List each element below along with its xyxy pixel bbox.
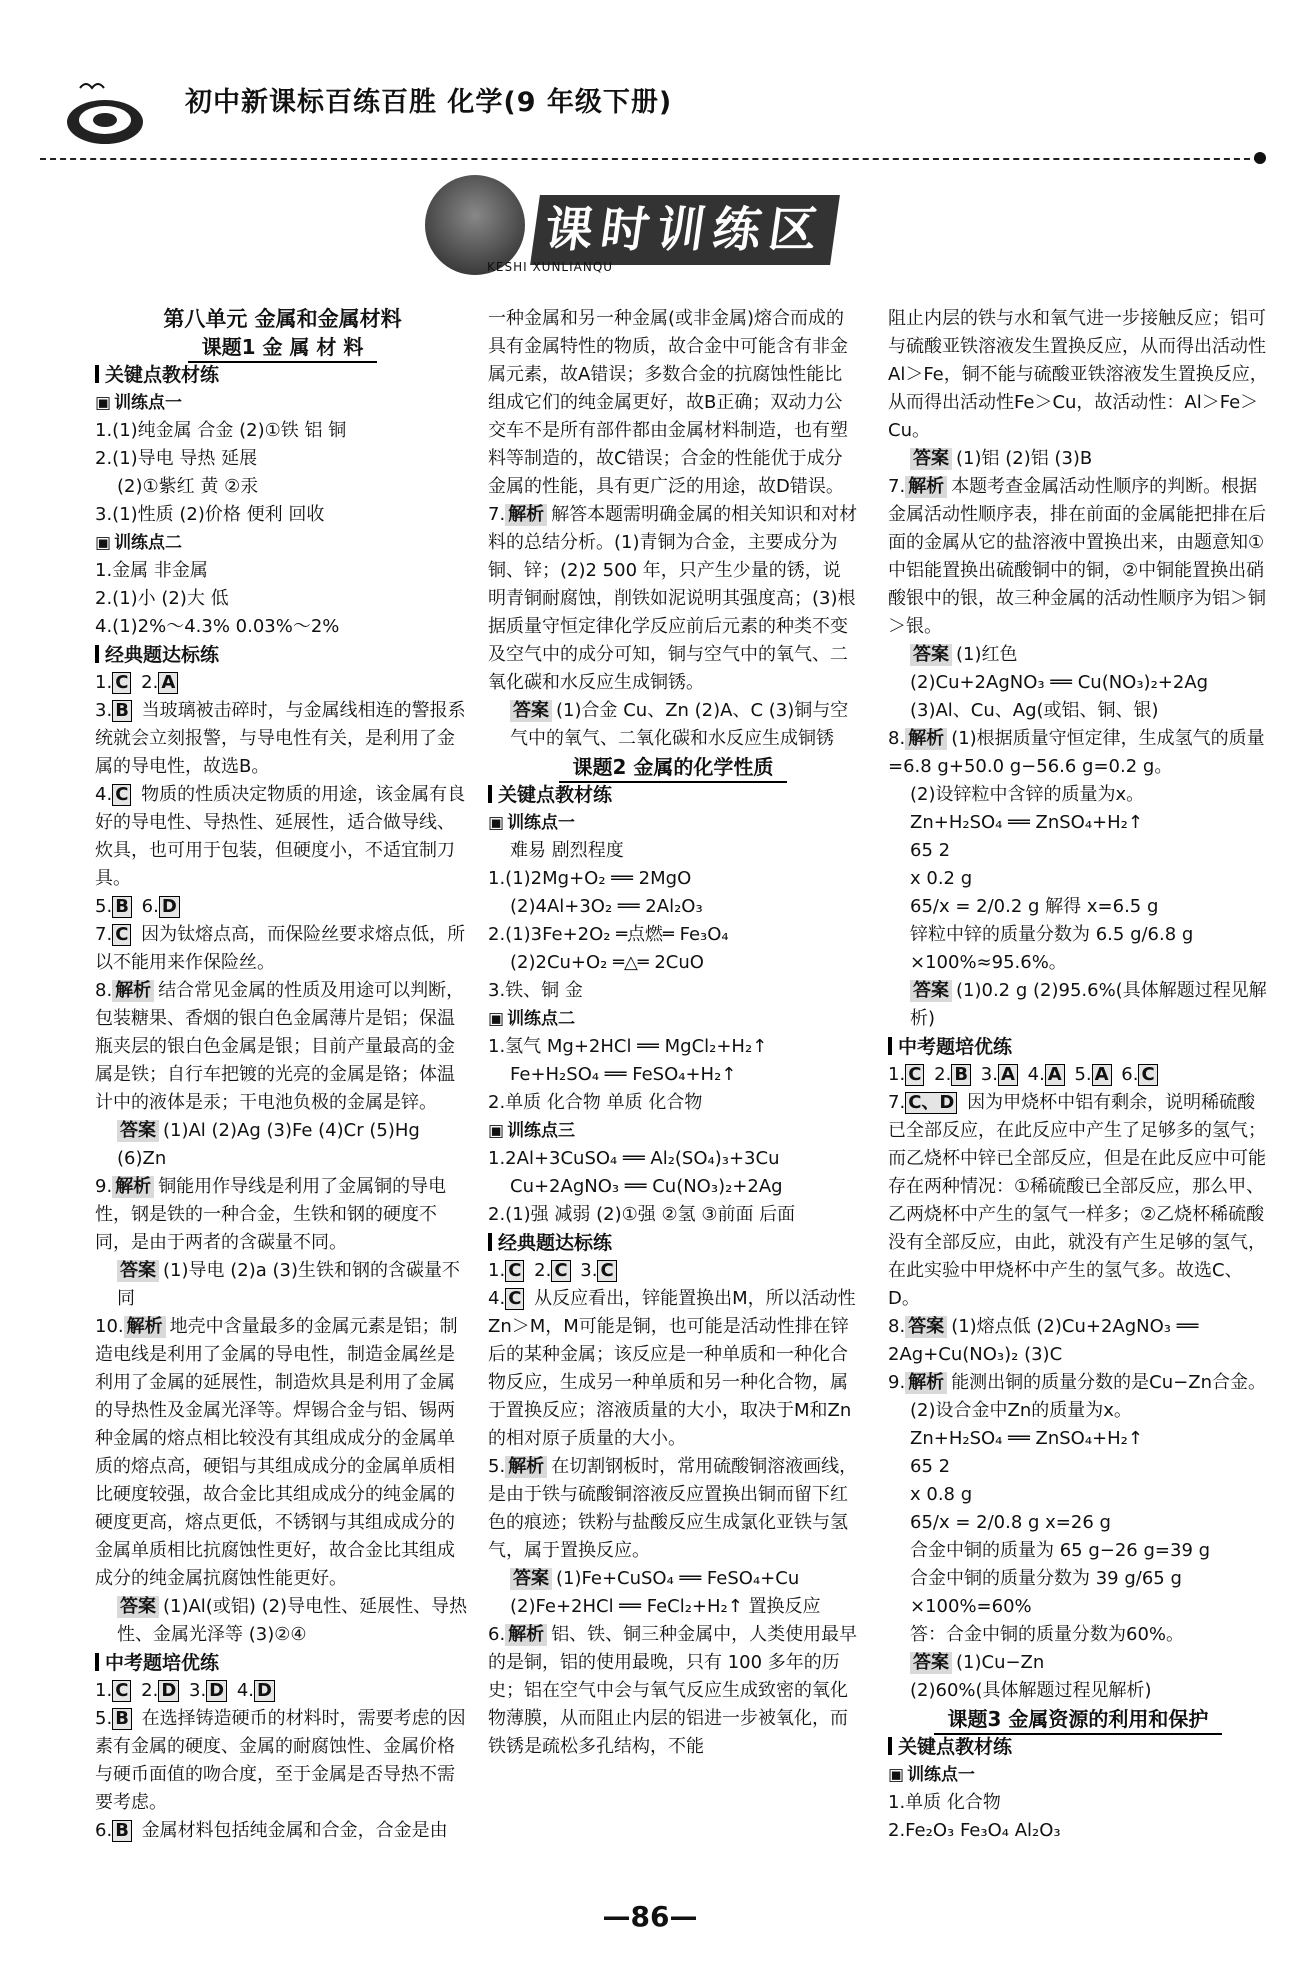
label-tag: 解析: [112, 1176, 154, 1198]
answer-letter: C: [112, 784, 131, 806]
answer-line: 3.(1)性质 (2)价格 便利 回收: [95, 504, 325, 525]
answer-letter: C: [905, 1064, 924, 1086]
column-left: [95, 305, 470, 1845]
label-tag: 答案: [117, 1120, 159, 1142]
answer-letter: A: [1045, 1064, 1065, 1086]
lesson-heading: 课题1 金 属 材 料: [95, 333, 470, 361]
answer-line: 1. C 2. C 3. C: [488, 1257, 858, 1285]
answer-line: 9. 解析 能测出铜的质量分数的是Cu−Zn合金。: [888, 1372, 1266, 1393]
answer-line-indent: 答案 (1)Cu−Zn: [888, 1649, 1268, 1677]
answer-line: 3. B 当玻璃被击碎时，与金属线相连的警报系统就会立刻报警，与导电性有关，是利用了金属的导电性，故选B。: [95, 700, 466, 777]
label-tag: 解析: [905, 1372, 947, 1394]
section-heading: 中考题培优练: [95, 1649, 470, 1677]
label-tag: 答案: [910, 1652, 952, 1674]
answer-line-indent: Fe+H₂SO₄ ══ FeSO₄+H₂↑: [510, 1064, 737, 1085]
answer-letter: B: [112, 1708, 132, 1730]
section-banner: [425, 175, 925, 295]
section-heading: 关键点教材练: [95, 361, 470, 389]
answer-line-indent: 65/x = 2/0.8 g x=26 g: [910, 1512, 1111, 1533]
answer-line-indent: 65 2: [910, 1456, 951, 1477]
label-tag: 解析: [112, 980, 154, 1002]
answer-line: 1.2Al+3CuSO₄ ══ Al₂(SO₄)₃+3Cu: [488, 1148, 780, 1169]
answer-letter: B: [112, 700, 132, 722]
label-tag: 解析: [505, 1456, 547, 1478]
answer-letter: B: [112, 1820, 132, 1842]
answer-line-indent: (2)设锌粒中含锌的质量为x。: [910, 784, 1145, 805]
answer-line-indent: (2)4Al+3O₂ ══ 2Al₂O₃: [510, 896, 703, 917]
answer-line-indent: 答案 (1)铝 (2)铝 (3)B: [888, 445, 1268, 473]
book-logo-icon: [40, 70, 170, 150]
answer-letter: C: [112, 924, 131, 946]
training-point: ▣ 训练点三: [488, 1117, 858, 1145]
answer-line-indent: (2)Cu+2AgNO₃ ══ Cu(NO₃)₂+2Ag: [910, 672, 1209, 693]
answer-line: 2.(1)3Fe+2O₂ ═点燃═ Fe₃O₄: [488, 924, 729, 945]
answer-line: 1. C 2. D 3. D 4. D: [95, 1677, 470, 1705]
answer-line-indent: 合金中铜的质量为 65 g−26 g=39 g: [910, 1540, 1211, 1561]
column-right: [888, 305, 1268, 1845]
answer-line-indent: 答案 (1)红色: [888, 641, 1268, 669]
answer-letter: B: [112, 896, 132, 918]
answer-line: 5. B 6. D: [95, 893, 470, 921]
answer-letter: C: [112, 672, 131, 694]
answer-line-indent: x 0.2 g: [910, 868, 973, 889]
label-tag: 答案: [910, 448, 952, 470]
answer-line-indent: x 0.8 g: [910, 1484, 973, 1505]
answer-line: 8. 解析 结合常见金属的性质及用途可以判断，包装糖果、香烟的银白色金属薄片是铝；保温瓶夹层的银白色金属是银；目前产量最高的金属是铁；自行车把镀的光亮的金属是铬；体温计中的液体是汞；干电池负极的金属是锌。: [95, 980, 465, 1113]
book-title: 初中新课标百练百胜 化学(9 年级下册): [185, 87, 673, 118]
answer-line: 7. C 因为钛熔点高，而保险丝要求熔点低，所以不能用来作保险丝。: [95, 924, 466, 973]
answer-line: 3.铁、铜 金: [488, 980, 583, 1001]
label-tag: 答案: [510, 1568, 552, 1590]
label-tag: 答案: [910, 980, 952, 1002]
answer-line: 4. C 物质的性质决定物质的用途，该金属有良好的导电性、导热性、延展性，适合做导线、炊具，也可用于包装，但硬度小，不适宜制刀具。: [95, 784, 466, 889]
banner-title: 课时训练区: [530, 195, 840, 265]
answer-line-indent: 难易 剧烈程度: [510, 840, 624, 861]
label-tag: 答案: [910, 644, 952, 666]
answer-line-indent: 锌粒中锌的质量分数为 6.5 g/6.8 g ×100%≈95.6%。: [910, 924, 1194, 973]
label-tag: 解析: [905, 728, 947, 750]
section-heading: 经典题达标练: [95, 641, 470, 669]
section-heading: 中考题培优练: [888, 1033, 1268, 1061]
lesson-heading: 课题2 金属的化学性质: [488, 753, 858, 781]
answer-line-indent: 答案 (1)合金 Cu、Zn (2)A、C (3)铜与空气中的氧气、二氧化碳和水反应生成铜锈: [510, 700, 849, 749]
answer-letter: C: [551, 1260, 570, 1282]
answer-line: 4.(1)2%～4.3% 0.03%～2%: [95, 616, 340, 637]
answer-line: 1.金属 非金属: [95, 560, 208, 581]
answer-line: 7. 解析 本题考查金属活动性顺序的判断。根据金属活动性顺序表，排在前面的金属能把排在后面的金属从它的盐溶液中置换出来，由题意知①中铝能置换出硫酸铜中的铜，②中铜能置换出硝酸银中的银，故三种金属的活动性顺序为铝＞铜＞银。: [888, 476, 1266, 637]
training-point: ▣ 训练点二: [488, 1005, 858, 1033]
unit-heading: 第八单元 金属和金属材料: [163, 307, 402, 331]
section-heading: 关键点教材练: [888, 1733, 1268, 1761]
answer-line-indent: (2)设合金中Zn的质量为x。: [910, 1400, 1132, 1421]
answer-line-indent: 65/x = 2/0.2 g 解得 x=6.5 g: [910, 896, 1159, 917]
answer-line: 8. 解析 (1)根据质量守恒定律，生成氢气的质量=6.8 g+50.0 g−56.6 g=0.2 g。: [888, 728, 1265, 777]
label-tag: 解析: [124, 1316, 166, 1338]
answer-letter: A: [998, 1064, 1018, 1086]
answer-letter: C: [597, 1260, 616, 1282]
answer-line: 7. C、D 因为甲烧杯中铝有剩余，说明稀硫酸已全部反应，在此反应中产生了足够多的氢气；而乙烧杯中锌已全部反应，但是在此反应中可能存在两种情况：①稀硫酸已全部反应，那么甲、乙两烧杯中产生的氢气一样多；②乙烧杯稀硫酸没有全部反应，由此，就没有产生足够的氢气，在此实验中甲烧杯中产生的氢气多。故选C、D。: [888, 1092, 1266, 1309]
answer-letter: A: [1092, 1064, 1112, 1086]
answer-line: 2.Fe₂O₃ Fe₃O₄ Al₂O₃: [888, 1820, 1061, 1841]
section-heading: 经典题达标练: [488, 1229, 858, 1257]
answer-letter: C: [1138, 1064, 1157, 1086]
training-point: ▣ 训练点一: [488, 809, 858, 837]
answer-line: 5. B 在选择铸造硬币的材料时，需要考虑的因素有金属的硬度、金属的耐腐蚀性、金属价格与硬币面值的吻合度，至于金属是否导热不需要考虑。: [95, 1708, 466, 1813]
answer-line-indent: 答案 (1)Al (2)Ag (3)Fe (4)Cr (5)Hg (6)Zn: [117, 1120, 420, 1169]
answer-line-indent: (2)2Cu+O₂ ═△═ 2CuO: [510, 952, 704, 973]
answer-line-indent: 答：合金中铜的质量分数为60%。: [910, 1624, 1185, 1645]
answer-line-indent: (2)60%(具体解题过程见解析): [910, 1680, 1152, 1701]
page-number: —86—: [602, 1900, 698, 1933]
banner-subtitle: KESHI XUNLIANQU: [487, 260, 614, 274]
answer-line-indent: Zn+H₂SO₄ ══ ZnSO₄+H₂↑: [910, 1428, 1143, 1449]
answer-line: 9. 解析 铜能用作导线是利用了金属铜的导电性，钢是铁的一种合金，生铁和钢的硬度不同，是由于两者的含碳量不同。: [95, 1176, 447, 1253]
answer-line: 6. B 金属材料包括纯金属和合金，合金是由: [95, 1820, 448, 1841]
label-tag: 解析: [505, 1624, 547, 1646]
answer-line-indent: 65 2: [910, 840, 951, 861]
label-tag: 答案: [117, 1596, 159, 1618]
answer-line: 7. 解析 解答本题需明确金属的相关知识和对材料的总结分析。(1)青铜为合金，主要成分为铜、锌；(2)2 500 年，只产生少量的锈，说明青铜耐腐蚀，削铁如泥说明其强度高；(3)根据质量守恒定律化学反应前后元素的种类不变及空气中的成分可知，铜与空气中的氧气、二氧化碳和水反应生成铜锈。: [488, 504, 858, 693]
answer-line: 1.单质 化合物: [888, 1792, 1001, 1813]
answer-letter: C: [112, 1680, 131, 1702]
answer-letter: D: [158, 1680, 179, 1702]
answer-line: 5. 解析 在切割钢板时，常用硫酸铜溶液画线，是由于铁与硫酸铜溶液反应置换出铜而留下红色的痕迹；铁粉与盐酸反应生成氯化亚铁与氢气，属于置换反应。: [488, 1456, 858, 1561]
answer-letter: C: [505, 1260, 524, 1282]
training-point: ▣ 训练点一: [95, 389, 470, 417]
answer-line-indent: 答案 (1)导电 (2)a (3)生铁和钢的含碳量不同: [117, 1260, 460, 1309]
answer-line: 6. 解析 铝、铁、铜三种金属中，人类使用最早的是铜，铝的使用最晚，只有 100 多年的历史；铝在空气中会与氧气反应生成致密的氧化物薄膜，从而阻止内层的铝进一步被氧化，而铁锈是疏松多孔结构，不能: [488, 1624, 858, 1757]
answer-line-indent: (2)①紫红 黄 ②汞: [117, 476, 259, 497]
answer-line: 1.氢气 Mg+2HCl ══ MgCl₂+H₂↑: [488, 1036, 768, 1057]
answer-letter: D: [159, 896, 180, 918]
answer-line: 4. C 从反应看出，锌能置换出M，所以活动性Zn＞M，M可能是铜，也可能是活动性排在锌后的某种金属；该反应是一种单质和一种化合物反应，生成另一种单质和另一种化合物，属于置换反应；溶液质量的大小，取决于M和Zn的相对原子质量的大小。: [488, 1288, 856, 1449]
header-divider: [40, 158, 1260, 160]
answer-line: 2.(1)强 减弱 (2)①强 ②氢 ③前面 后面: [488, 1204, 796, 1225]
answer-letter: C、D: [905, 1092, 957, 1114]
answer-line: 一种金属和另一种金属(或非金属)熔合而成的具有金属特性的物质，故合金中可能含有非金属元素，故A错误；多数合金的抗腐蚀性能比组成它们的纯金属更好，故B正确；双动力公交车不是所有部件都由金属材料制造，也有塑料等制造的，故C错误；合金的性能优于成分金属的性能，具有更广泛的用途，故D错误。: [488, 308, 848, 497]
answer-line: 2.(1)小 (2)大 低: [95, 588, 229, 609]
answer-letter: C: [505, 1288, 524, 1310]
page-header: [40, 60, 1260, 170]
answer-line-indent: (3)Al、Cu、Ag(或铝、铜、银): [910, 700, 1159, 721]
answer-letter: D: [254, 1680, 275, 1702]
column-middle: [488, 305, 858, 1761]
answer-line-indent: 答案 (1)Fe+CuSO₄ ══ FeSO₄+Cu: [488, 1565, 858, 1593]
answer-line: 1.(1)纯金属 合金 (2)①铁 铝 铜: [95, 420, 347, 441]
answer-letter: D: [206, 1680, 227, 1702]
answer-line-indent: 答案 (1)0.2 g (2)95.6%(具体解题过程见解析): [910, 980, 1267, 1029]
answer-line-indent: Cu+2AgNO₃ ══ Cu(NO₃)₂+2Ag: [510, 1176, 783, 1197]
label-tag: 解析: [905, 476, 947, 498]
answer-line: 2.单质 化合物 单质 化合物: [488, 1092, 703, 1113]
training-point: ▣ 训练点一: [888, 1761, 1268, 1789]
answer-line: 1. C 2. A: [95, 669, 470, 697]
answer-letter: B: [951, 1064, 971, 1086]
label-tag: 答案: [510, 700, 552, 722]
answer-line-indent: 合金中铜的质量分数为 39 g/65 g ×100%=60%: [910, 1568, 1182, 1617]
answer-line: 8. 答案 (1)熔点低 (2)Cu+2AgNO₃ ══ 2Ag+Cu(NO₃)₂ (3)C: [888, 1316, 1199, 1365]
answer-line: 1. C 2. B 3. A 4. A 5. A 6. C: [888, 1061, 1268, 1089]
answer-line-indent: 答案 (1)Al(或铝) (2)导电性、延展性、导热性、金属光泽等 (3)②④: [117, 1596, 468, 1645]
answer-line-indent: (2)Fe+2HCl ══ FeCl₂+H₂↑ 置换反应: [510, 1596, 821, 1617]
section-heading: 关键点教材练: [488, 781, 858, 809]
answer-line: 1.(1)2Mg+O₂ ══ 2MgO: [488, 868, 692, 889]
answer-line-indent: Zn+H₂SO₄ ══ ZnSO₄+H₂↑: [910, 812, 1143, 833]
answer-letter: A: [158, 672, 178, 694]
answer-line: 阻止内层的铁与水和氧气进一步接触反应；铝可与硫酸亚铁溶液发生置换反应，从而得出活动性Al＞Fe，铜不能与硫酸亚铁溶液发生置换反应，从而得出活动性Fe＞Cu，故活动性：Al＞Fe＞Cu。: [888, 308, 1268, 441]
answer-line: 10. 解析 地壳中含量最多的金属元素是铝；制造电线是利用了金属的导电性，制造金属丝是利用了金属的延展性，制造炊具是利用了金属的导热性及金属光泽等。焊锡合金与铝、锡两种金属的熔点相比较没有其组成成分的金属单质的熔点高，硬铝与其组成成分的金属单质相比硬度较强，故合金比其组成成分的纯金属的硬度更高，熔点更低，不锈钢与其组成成分的金属单质相比抗腐蚀性更好，故合金比其组成成分的纯金属抗腐蚀性能更好。: [95, 1316, 458, 1589]
training-point: ▣ 训练点二: [95, 529, 470, 557]
label-tag: 答案: [905, 1316, 947, 1338]
lesson-heading: 课题3 金属资源的利用和保护: [888, 1705, 1268, 1733]
label-tag: 解析: [505, 504, 547, 526]
answer-line: 2.(1)导电 导热 延展: [95, 448, 258, 469]
header-dot: [1254, 152, 1266, 164]
label-tag: 答案: [117, 1260, 159, 1282]
